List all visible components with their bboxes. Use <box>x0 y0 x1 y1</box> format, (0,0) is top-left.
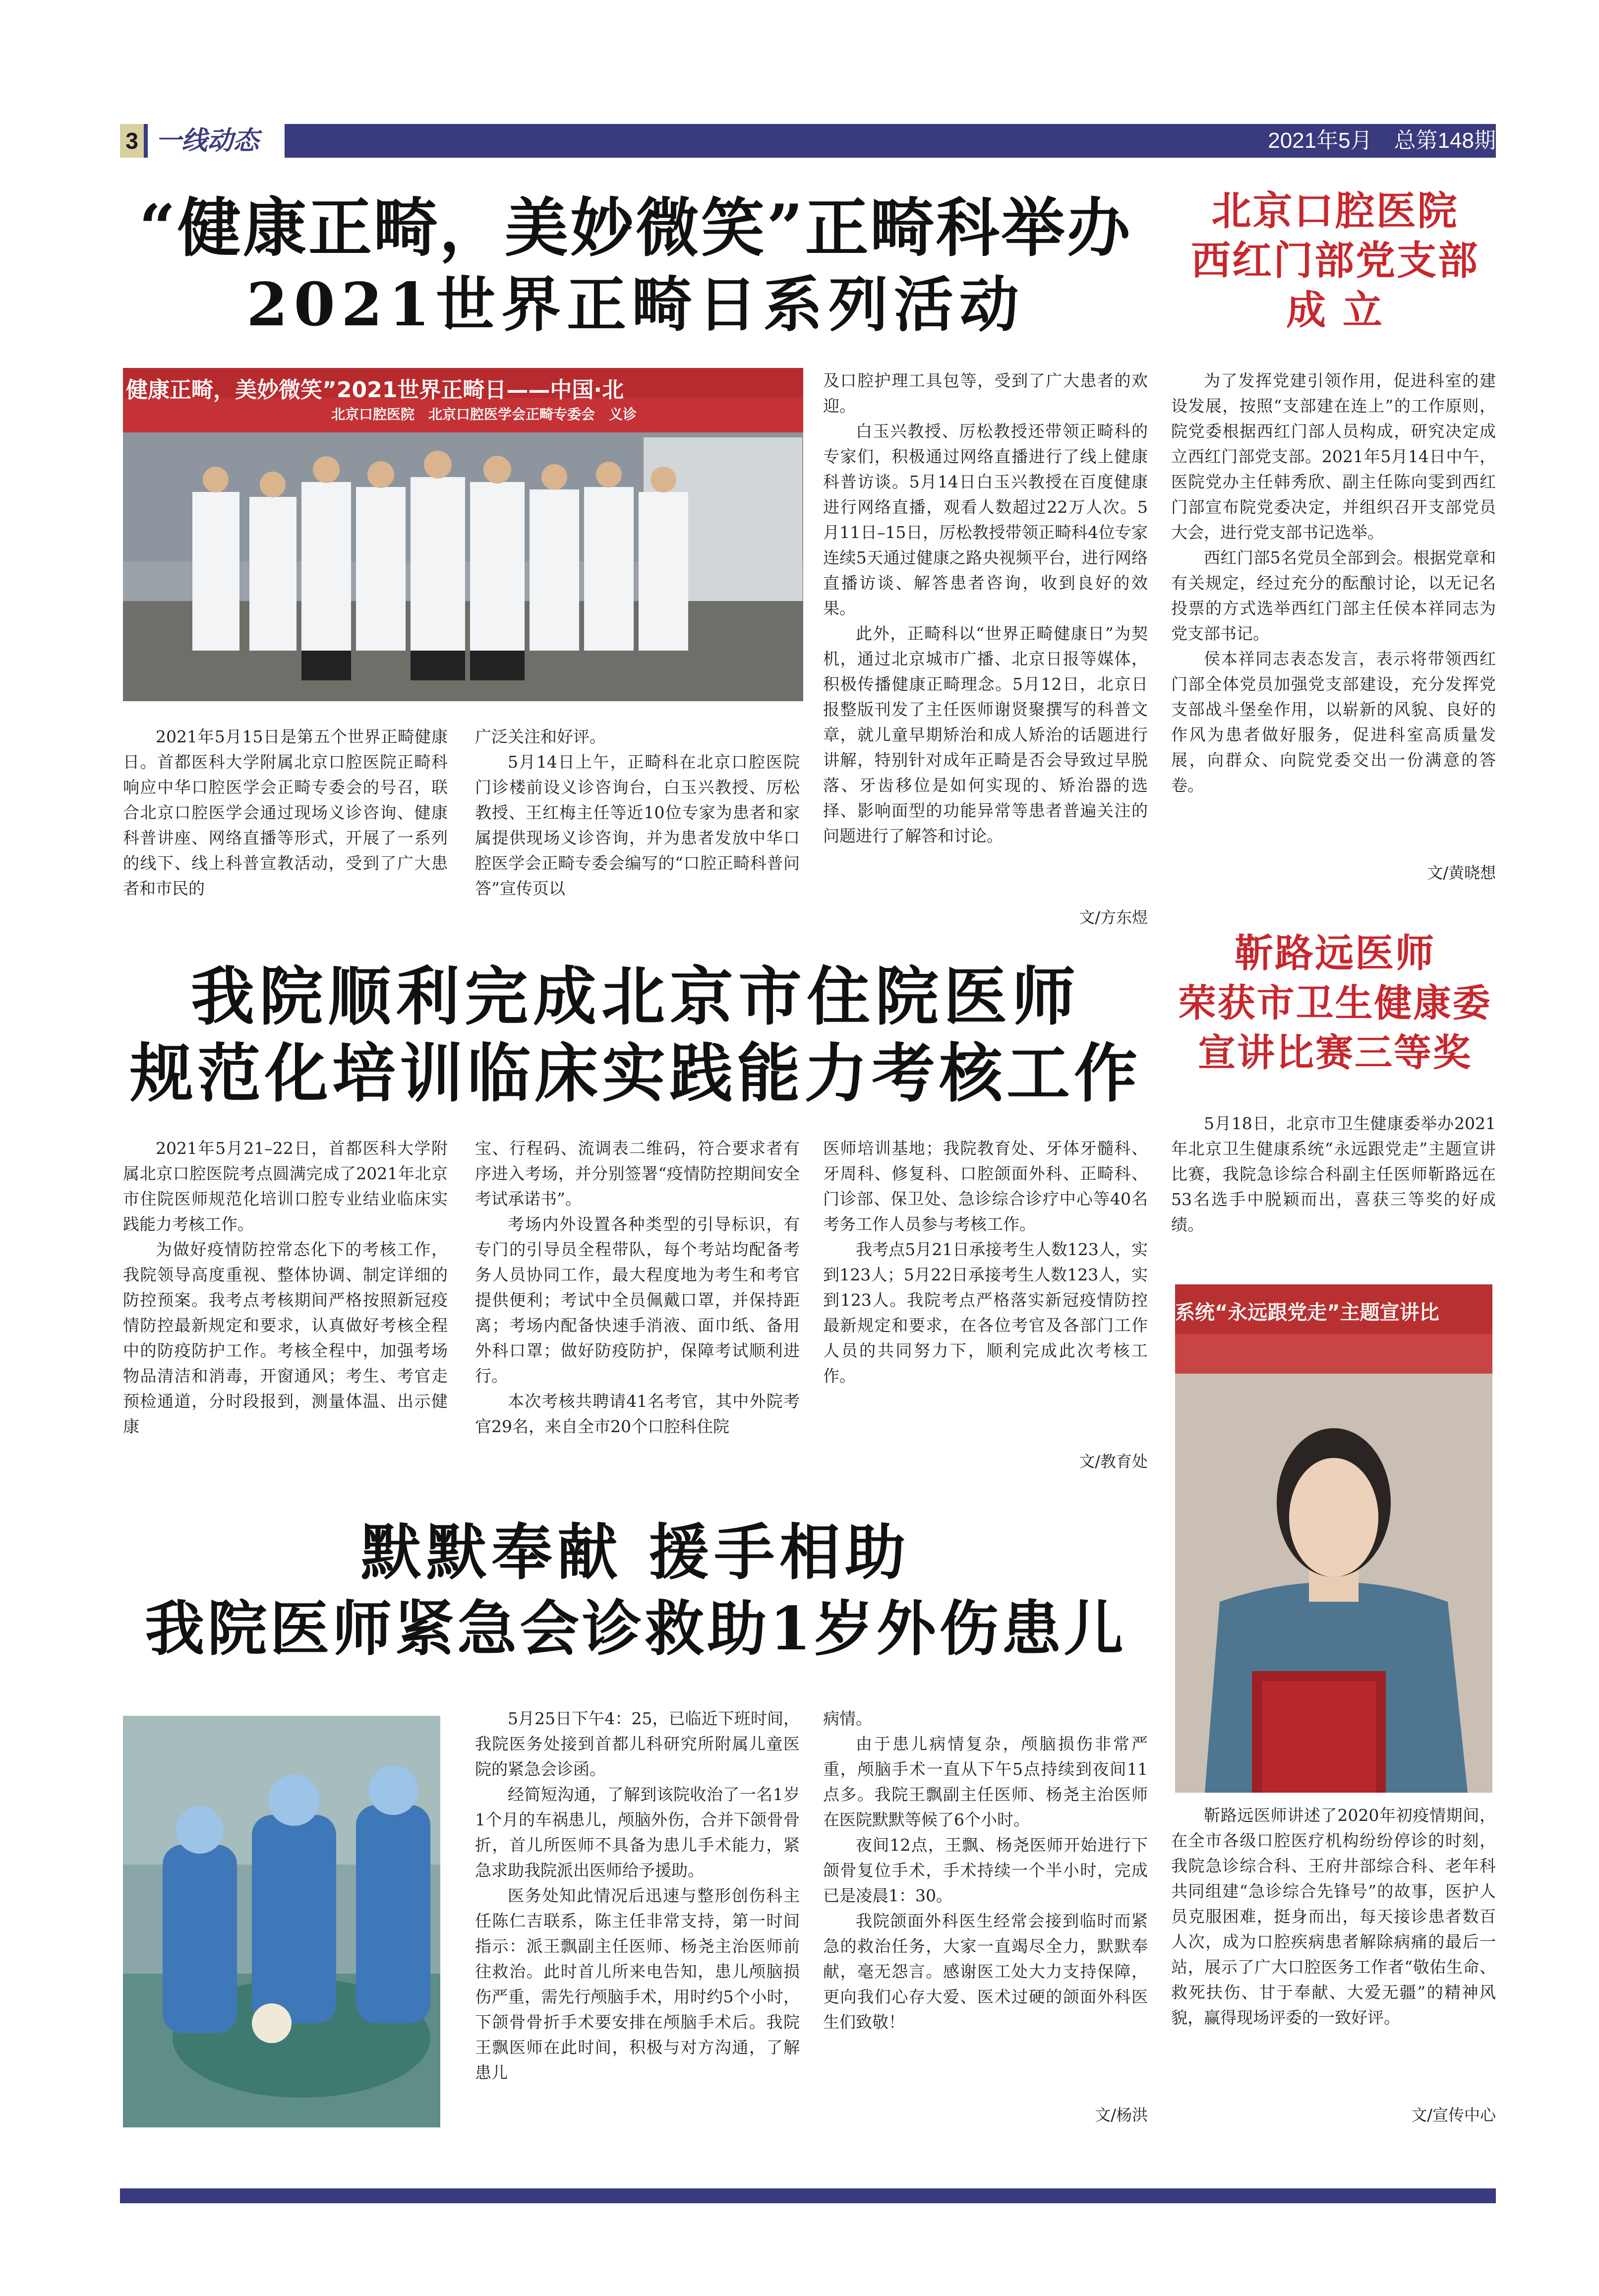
article1-title-line2: 2021世界正畸日系列活动 <box>246 270 1025 340</box>
side1-signature: 文/黄晓想 <box>1427 863 1496 882</box>
side2-intro <box>1171 1111 1496 1237</box>
portrait-photo-image <box>1175 1284 1492 1793</box>
side2-title-line3: 宣讲比赛三等奖 <box>1198 1030 1472 1075</box>
surgery-photo-image <box>123 1716 440 2127</box>
paragraph: 医务处知此情况后迅速与整形创伤科主任陈仁吉联系，陈主任非常支持，第一时间指示：派王飘副主任医师、杨尧主治医师前往救治。此时首儿所来电告知，患儿颅脑损伤严重，需先行颅脑手术，用时约5个小时，下颌骨骨折手术要安排在颅脑手术后。我院王飘医师在此时间，积极与对方沟通，了解患儿 <box>475 1886 800 2082</box>
article1-col3 <box>823 368 1148 848</box>
article1-title-line1: “健康正畸，美妙微笑”正畸科举办 <box>139 191 1132 265</box>
paragraph: 侯本祥同志表态发言，表示将带领西红门部全体党员加强党支部建设，充分发挥党支部战斗堡垒作用，以崭新的风貌、良好的作风为患者做好服务，促进科室高质量发展，向群众、向院党委交出一份满意的答卷。 <box>1171 649 1496 795</box>
paragraph: 为了发挥党建引领作用，促进科室的建设发展，按照“支部建在连上”的工作原则，院党委根据西红门部人员构成，研究决定成立西红门部党支部。2021年5月14日中午，医院党办主任韩秀欣、副主任陈向雯到西红门部宣布院党委决定，并组织召开支部党员大会，进行党支部书记选举。 <box>1171 371 1496 542</box>
article3-title-line1: 默默奉献 援手相助 <box>360 1516 911 1588</box>
article3-signature: 文/杨洪 <box>1095 2106 1148 2124</box>
article1-signature: 文/方东煜 <box>1079 908 1148 927</box>
photo-banner-subtext: 北京口腔医院 北京口腔医学会正畸专委会 义诊 <box>331 406 637 423</box>
article3-col1 <box>475 1706 800 2085</box>
paragraph: 2021年5月21–22日，首都医科大学附属北京口腔医院考点圆满完成了2021年北京市住院医师规范化培训口腔专业结业临床实践能力考核工作。 <box>123 1139 448 1234</box>
paragraph: 为做好疫情防控常态化下的考核工作，我院领导高度重视、整体协调、制定详细的防控预案。我考点考核期间严格按照新冠疫情防控最新规定和要求，认真做好考核全程中的防疫防护工作。考核全程中，加强考场物品清洁和消毒，开窗通风；考生、考官走预检通道，分时段报到，测量体温、出示健康 <box>123 1240 448 1436</box>
article2-title-line1: 我院顺利完成北京市住院医师 <box>190 960 1080 1034</box>
paragraph: 病情。 <box>823 1709 872 1728</box>
side2-signature: 文/宣传中心 <box>1411 2106 1496 2124</box>
paragraph: 广泛关注和好评。 <box>475 727 606 746</box>
side2-title-line1: 靳路远医师 <box>1234 931 1435 976</box>
portrait-banner-text: 系统“永远跟党走”主题宣讲比 <box>1175 1301 1439 1324</box>
column-title: 一线动态 <box>148 124 285 158</box>
article2-col2 <box>475 1136 800 1439</box>
paragraph: 靳路远医师讲述了2020年初疫情期间，在全市各级口腔医疗机构纷纷停诊的时刻，我院急诊综合科、王府井部综合科、老年科共同组建“急诊综合先锋号”的故事，医护人员克服困难，挺身而出，每天接诊患者数百人次，成为口腔疾病患者解除病痛的最后一站，展示了广大口腔医务工作者“敬佑生命、救死扶伤、甘于奉献、大爱无疆”的精神风貌，赢得现场评委的一致好评。 <box>1171 1806 1496 2027</box>
paragraph: 5月25日下午4：25，已临近下班时间，我院医务处接到首都儿科研究所附属儿童医院的紧急会诊函。 <box>475 1709 800 1779</box>
side1-body <box>1171 368 1496 798</box>
article1-col2 <box>475 724 800 901</box>
page-number: 3 <box>120 124 144 158</box>
paragraph: 2021年5月15日是第五个世界正畸健康日。首都医科大学附属北京口腔医院正畸科响应中华口腔医学会正畸专委会的号召，联合北京口腔医学会通过现场义诊咨询、健康科普讲座、网络直播等形式，开展了一系列的线下、线上科普宣教活动，受到了广大患者和市民的 <box>123 727 448 898</box>
article2-title-line2: 规范化培训临床实践能力考核工作 <box>129 1036 1141 1111</box>
side1-title-line3: 成 立 <box>1286 287 1384 333</box>
paragraph: 医师培训基地；我院教育处、牙体牙髓科、牙周科、修复科、口腔颌面外科、正畸科、门诊部、保卫处、急诊综合诊疗中心等40名考务工作人员参与考核工作。 <box>823 1139 1148 1234</box>
side2-title-line2: 荣获市卫生健康委 <box>1178 981 1492 1025</box>
photo-banner-text: 健康正畸，美妙微笑”2021世界正畸日——中国·北 <box>126 377 624 403</box>
paragraph: 我考点5月21日承接考生人数123人，实到123人；5月22日承接考生人数123人，实到123人。我院考点严格落实新冠疫情防控最新规定和要求，在各位考官及各部门工作人员的共同努力下，顺利完成此次考核工作。 <box>823 1240 1148 1386</box>
article2-col3 <box>823 1136 1148 1389</box>
paragraph: 本次考核共聘请41名考官，其中外院考官29名，来自全市20个口腔科住院 <box>475 1391 800 1436</box>
paragraph: 白玉兴教授、厉松教授还带领正畸科的专家们，积极通过网络直播进行了线上健康科普访谈。5月14日白玉兴教授在百度健康进行网络直播，观看人数超过22万人次。5月11日–15日，厉松教授带领正畸科4位专家连续5天通过健康之路央视频平台，进行网络直播访谈、解答患者咨询，收到良好的效果。 <box>823 422 1148 618</box>
side1-title-line1: 北京口腔医院 <box>1211 187 1459 234</box>
side2-portrait-photo <box>1175 1284 1492 1793</box>
paragraph: 由于患儿病情复杂，颅脑损伤非常严重，颅脑手术一直从下午5点持续到夜间11点多。我院王飘副主任医师、杨尧主治医师在医院默默等候了6个小时。 <box>823 1734 1148 1829</box>
issue-date: 2021年5月 总第148期 <box>1268 128 1496 153</box>
paragraph: 考场内外设置各种类型的引导标识，有专门的引导员全程带队，每个考站均配备考务人员协同工作，最大程度地为考生和考官提供便利；考试中全员佩戴口罩，并保持距离；考场内配备快速手消液、面巾纸、备用外科口罩；做好防疫防护，保障考试顺利进行。 <box>475 1214 800 1386</box>
article3-surgery-photo <box>123 1716 440 2127</box>
article2-signature: 文/教育处 <box>1079 1452 1148 1471</box>
article3-title-line2: 我院医师紧急会诊救助1岁外伤患儿 <box>145 1594 1126 1664</box>
paragraph: 宝、行程码、流调表二维码，符合要求者有序进入考场，并分别签署“疫情防控期间安全考试承诺书”。 <box>475 1139 800 1208</box>
article3-col2 <box>823 1706 1148 2035</box>
footer-bar <box>120 2188 1496 2203</box>
paragraph: 5月18日，北京市卫生健康委举办2021年北京卫生健康系统“永远跟党走”主题宣讲比赛，我院急诊综合科副主任医师靳路远在53名选手中脱颖而出，喜获三等奖的好成绩。 <box>1171 1114 1496 1234</box>
paragraph: 我院颌面外科医生经常会接到临时而紧急的救治任务，大家一直竭尽全力，默默奉献，毫无怨言。感谢医工处大力支持保障，更向我们心存大爱、医术过硬的颌面外科医生们致敬！ <box>823 1911 1148 2032</box>
side1-title-line2: 西红门部党支部 <box>1191 237 1479 284</box>
paragraph: 经简短沟通，了解到该院收治了一名1岁1个月的车祸患儿，颅脑外伤，合并下颌骨骨折，首儿所医师不具备为患儿手术能力，紧急求助我院派出医师给予援助。 <box>475 1785 800 1880</box>
paragraph: 及口腔护理工具包等，受到了广大患者的欢迎。 <box>823 371 1148 416</box>
article1-col1 <box>123 724 448 901</box>
paragraph: 此外，正畸科以“世界正畸健康日”为契机，通过北京城市广播、北京日报等媒体，积极传播健康正畸理念。5月12日，北京日报整版刊发了主任医师谢贤聚撰写的科普文章，就儿童早期矫治和成人矫治的话题进行讲解，特别针对成年正畸是否会导致过早脱落、牙齿移位是如何实现的、矫治器的选择、影响面型的功能异常等患者普遍关注的问题进行了解答和讨论。 <box>823 624 1148 846</box>
article1-group-photo <box>123 368 803 701</box>
paragraph: 5月14日上午，正畸科在北京口腔医院门诊楼前设义诊咨询台，白玉兴教授、厉松教授、王红梅主任等近10位专家为患者和家属提供现场义诊咨询，并为患者发放中华口腔医学会正畸专委会编写的“口腔正畸科普问答”宣传页以 <box>475 752 800 898</box>
paragraph: 西红门部5名党员全部到会。根据党章和有关规定，经过充分的酝酿讨论，以无记名投票的方式选举西红门部主任侯本祥同志为党支部书记。 <box>1171 548 1496 643</box>
side2-body <box>1171 1803 1496 2030</box>
article2-col1 <box>123 1136 448 1439</box>
paragraph: 夜间12点，王飘、杨尧医师开始进行下颌骨复位手术，手术持续一个半小时，完成已是凌晨1：30。 <box>823 1835 1148 1905</box>
